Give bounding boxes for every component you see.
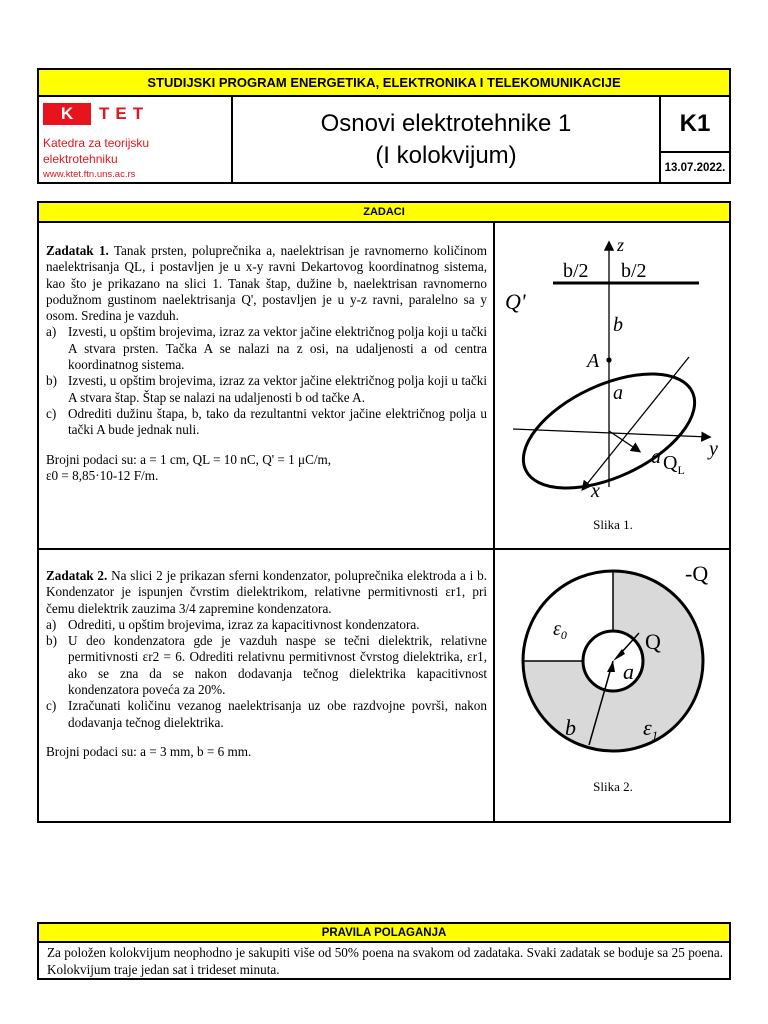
task-2-item-b: b) U deo kondenzatora gde je vazduh naspe se tečni dielektrik, relativne permitivnosti εr2 = 6. Odrediti relativnu permitivnost čvrstog dielektrika, εr1, ako se zna da se nakon dodavanja tečnog dielektrika kapacitivnost kondenzatora poveća za 20%.: [46, 633, 487, 698]
exam-title: [233, 97, 661, 182]
label-ql: $Q_L$: [663, 452, 685, 477]
figure-1: [499, 227, 727, 523]
task-1: [46, 243, 487, 484]
rules-heading: PRAVILA POLAGANJA: [39, 924, 729, 943]
title-line-1: Osnovi elektrotehnike 1: [320, 109, 572, 137]
label-a-lower: a: [651, 446, 661, 468]
rules-section: [37, 922, 731, 980]
label-z: z: [617, 235, 625, 255]
label-eps1: $\varepsilon_1$: [643, 715, 659, 743]
task-1-items: [46, 324, 487, 438]
label-y: y: [709, 438, 718, 460]
logo-tet: TET: [99, 104, 150, 123]
task-2-data: Brojni podaci su: a = 3 mm, b = 6 mm.: [46, 743, 252, 759]
tasks-section: [37, 201, 731, 823]
figure-2-caption: Slika 2.: [593, 779, 633, 794]
task-1-data-2: ε0 = 8,85·10-12 F/m.: [46, 467, 159, 483]
label-b-half-left: b/2: [563, 260, 589, 282]
label-a-upper: a: [613, 382, 623, 404]
task-1-item-b: b) Izvesti, u opštim brojevima, izraz za vektor jačine električnog polja koji u tački A stvara štap. Štap se nalazi na udaljenosti b od tačke A.: [46, 373, 487, 405]
department-url[interactable]: www.ktet.ftn.uns.ac.rs: [43, 169, 136, 180]
label-q: Q: [645, 629, 661, 654]
label-b: b: [613, 314, 623, 336]
label-a: a: [623, 659, 634, 684]
label-eps0: $\varepsilon_0$: [553, 618, 567, 642]
label-A: A: [587, 350, 600, 372]
tasks-heading: ZADACI: [39, 203, 729, 223]
task-2-heading: Zadatak 2.: [46, 568, 108, 583]
task-1-intro: Tanak prsten, poluprečnika a, naelektrisan je ravnomerno količinom naelektrisanja QL, i postavljen je u x-y ravni Dekartovog koordinatnog sistema, kao što je prikazano na slici 1. Tanak štap, dužine b, naelektrisan ravnomerno podužnom gustinom naelektrisanja Q', postavljen je u y-z ravni, paralelno sa y osom. Sredina je vazduh.: [46, 243, 488, 324]
task-2-item-a: a) Odrediti, u opštim brojevima, izraz za kapacitivnost kondenzatora.: [46, 616, 420, 632]
label-qprime: Q': [505, 289, 526, 314]
exam-header: [37, 68, 731, 184]
rules-text: Za položen kolokvijum neophodno je sakupiti više od 50% poena na svakom od zadataka. Svaki zadatak se boduje sa 25 poena. Kolokvijum traje jedan sat i trideset minuta.: [47, 945, 723, 977]
task-2: [46, 568, 487, 760]
task-2-intro: Na slici 2 je prikazan sferni kondenzator, poluprečnika elektroda a i b. Kondenzator je ispunjen čvrstim dielektrikom, relativne permitivnosti εr1, pri čemu dielektrik zauzima 3/4 zapremine kondenzatora.: [46, 568, 487, 616]
logo-k: K: [43, 103, 91, 125]
task-1-item-a: a) Izvesti, u opštim brojevima, izraz za vektor jačine električnog polja koji u tački A stvara prsten. Tačka A se nalazi na z osi, na udaljenosti a od centra koordinatnog sistema.: [46, 324, 487, 373]
label-minus-q: -Q: [685, 561, 709, 586]
task-2-items: [46, 617, 487, 731]
task-2-item-c: c) Izračunati količinu vezanog naelektrisanja uz obe razdvojne površi, nakon dodavanja tečnog dielektrika.: [46, 698, 487, 730]
task-1-data-1: Brojni podaci su: a = 1 cm, QL = 10 nC, Q' = 1 μC/m,: [46, 451, 332, 467]
task-divider: [39, 548, 729, 550]
task-1-heading: Zadatak 1.: [46, 243, 109, 258]
task-1-item-c: c) Odrediti dužinu štapa, b, tako da rezultantni vektor jačine električnog polja u tački A bude jednak nuli.: [46, 405, 487, 438]
figure-1-caption: Slika 1.: [593, 517, 633, 532]
column-divider: [493, 223, 495, 821]
point-a: [606, 357, 611, 362]
figure-2: [509, 555, 721, 779]
title-line-2: (I kolokvijum): [375, 141, 517, 169]
label-b-half-right: b/2: [621, 260, 647, 282]
logo-cell: [39, 97, 233, 182]
department-line-1: Katedra za teorijsku: [43, 136, 150, 150]
exam-code: K1: [661, 97, 729, 153]
label-x: x: [591, 480, 600, 502]
exam-date: 13.07.2022.: [664, 161, 726, 174]
program-banner: STUDIJSKI PROGRAM ENERGETIKA, ELEKTRONIKA I TELEKOMUNIKACIJE: [39, 70, 729, 97]
department-name: [43, 135, 223, 167]
ktet-logo: [43, 103, 187, 125]
department-line-2: elektrotehniku: [43, 152, 118, 166]
label-b: b: [565, 715, 576, 740]
